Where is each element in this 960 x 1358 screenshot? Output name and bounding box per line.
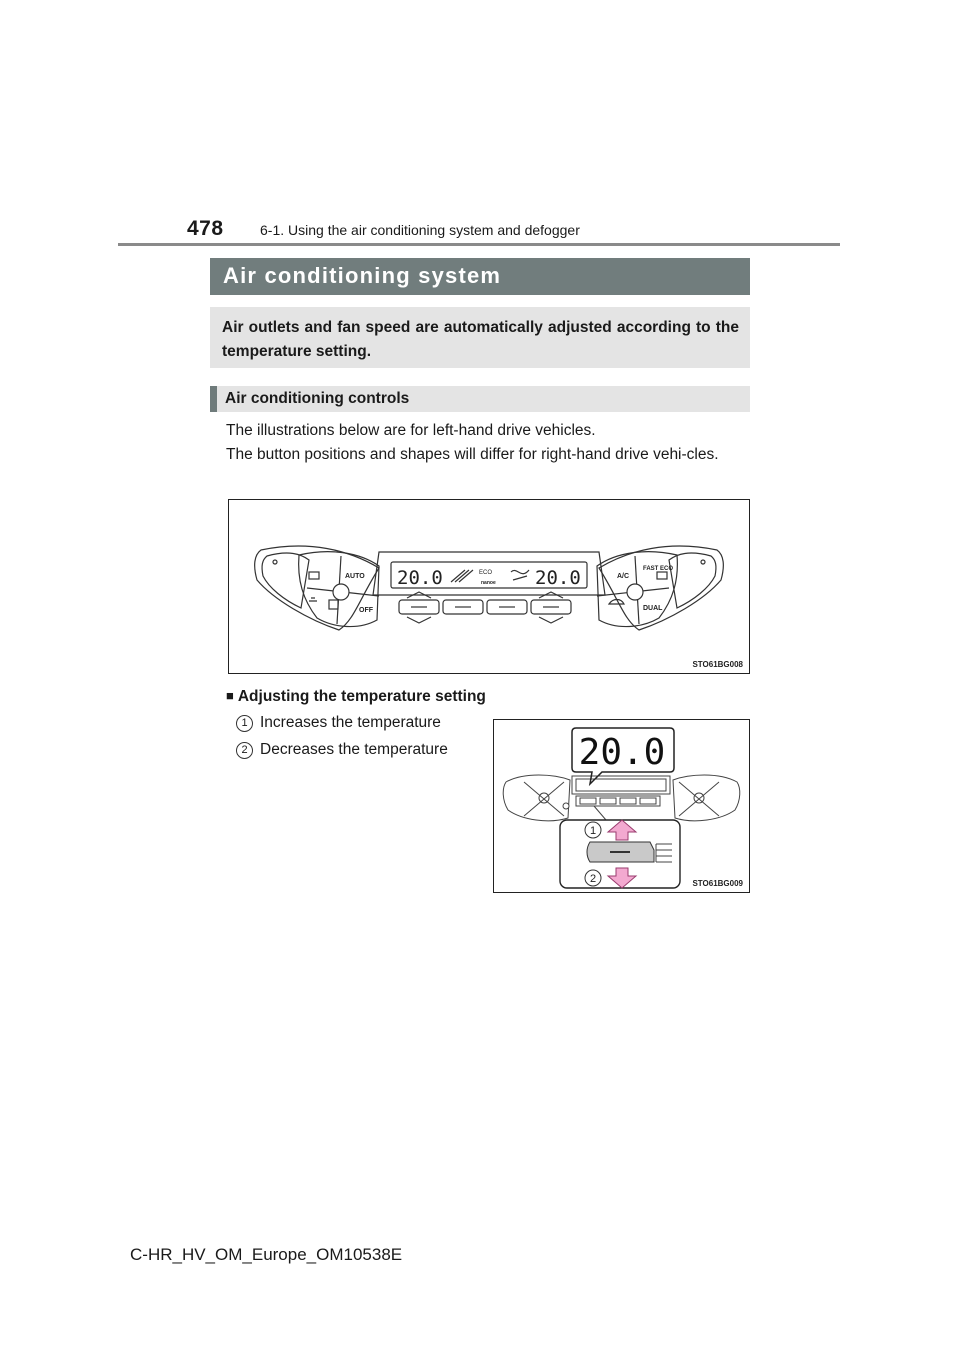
bullet-square-icon: ■: [226, 688, 234, 703]
subsection-banner: [210, 386, 750, 412]
increase-arrow-icon: [608, 820, 636, 840]
subsection-title: Air conditioning controls: [225, 390, 410, 407]
callout-2: 2: [589, 873, 597, 885]
left-temp-readout: 20.0: [397, 567, 443, 589]
control-panel-illustration: [229, 500, 749, 673]
section-header: 6-1. Using the air conditioning system and defogger: [260, 222, 580, 238]
right-temp-readout: 20.0: [535, 567, 581, 589]
body-line-2: The button positions and shapes will differ for right-hand drive vehi-cles.: [226, 446, 719, 463]
list-item-text: Increases the temperature: [260, 714, 441, 731]
control-panel-figure: [228, 499, 750, 674]
number-marker: 1: [236, 715, 253, 732]
temperature-adjust-illustration: [494, 720, 749, 892]
page-title: Air conditioning system: [223, 263, 502, 288]
list-item: [236, 714, 441, 732]
page-number: 478: [187, 217, 224, 240]
header-rule: [118, 243, 840, 246]
number-marker: 2: [236, 742, 253, 759]
decrease-arrow-icon: [608, 868, 636, 888]
body-text: [226, 419, 750, 467]
off-button-label: OFF: [359, 607, 373, 614]
nanoe-indicator: nanoe: [481, 580, 496, 586]
temperature-adjust-figure: [493, 719, 750, 893]
figure1-code: STO61BG008: [692, 660, 743, 669]
adjust-heading-text: Adjusting the temperature setting: [237, 688, 486, 705]
list-item-text: Decreases the temperature: [260, 741, 448, 758]
fast-eco-button-label: FAST ECO: [643, 566, 674, 572]
adjust-heading: [226, 688, 486, 706]
figure2-code: STO61BG009: [692, 879, 743, 888]
auto-button-label: AUTO: [345, 573, 365, 580]
list-item: [236, 741, 448, 759]
footer-document-id: C-HR_HV_OM_Europe_OM10538E: [130, 1245, 403, 1264]
eco-indicator: ECO: [479, 570, 493, 576]
dual-button-label: DUAL: [643, 605, 663, 612]
intro-box: [210, 307, 750, 368]
callout-1: 1: [589, 825, 597, 837]
title-banner: [210, 258, 750, 295]
ac-button-label: A/C: [617, 573, 630, 580]
intro-text: Air outlets and fan speed are automatically adjusted according to the temperature setting.: [222, 319, 739, 360]
zoomed-temp-readout: 20.0: [578, 732, 666, 773]
body-line-1: The illustrations below are for left-hand drive vehicles.: [226, 422, 596, 439]
